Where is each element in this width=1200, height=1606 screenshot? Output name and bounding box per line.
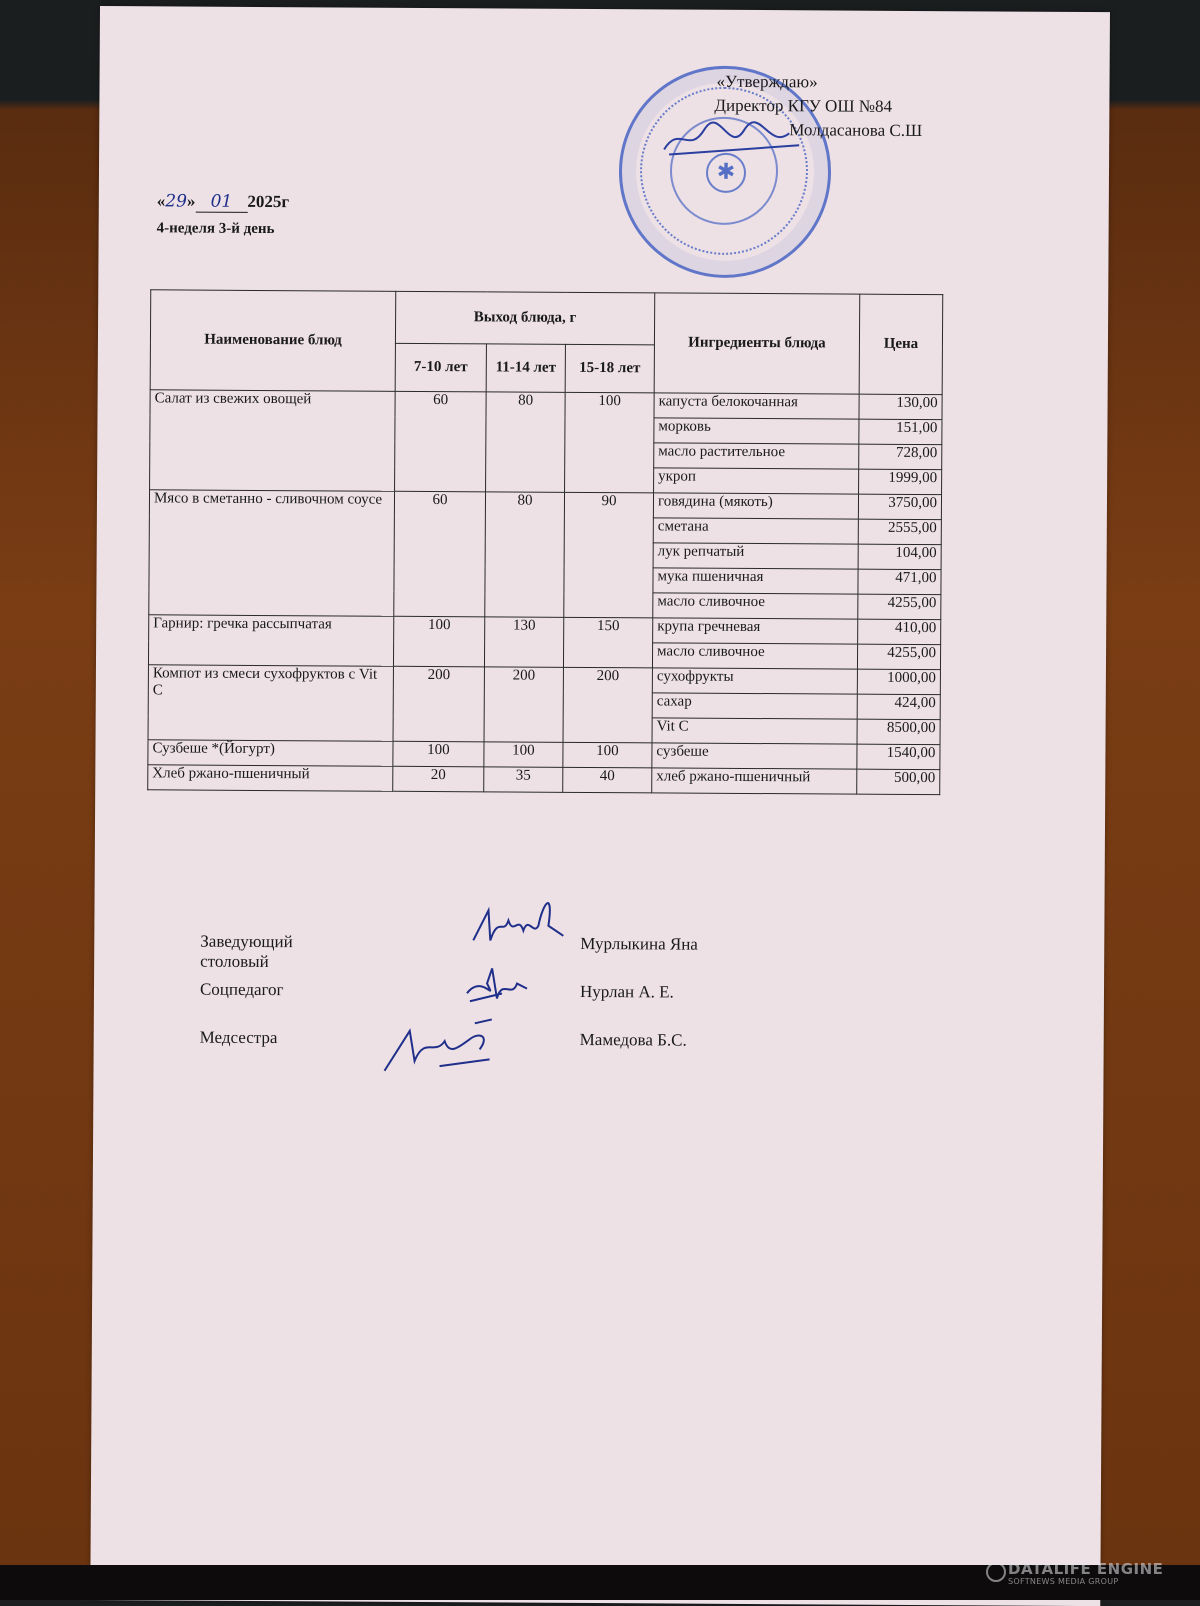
dish-name-cell: Компот из смеси сухофруктов с Vit C <box>148 665 393 741</box>
signature-role: Медсестра <box>200 1028 278 1048</box>
dish-name-cell: Сузбеше *(Йогурт) <box>148 740 393 766</box>
week-day-label: 4-неделя 3-й день <box>157 220 275 238</box>
price-cell: 1000,00 <box>857 669 940 695</box>
ingredient-cell: сахар <box>652 693 857 719</box>
handwritten-signature-icon <box>379 1011 509 1082</box>
ingredient-cell: укроп <box>654 468 859 494</box>
yield-cell: 150 <box>563 617 652 668</box>
date-year: 2025г <box>247 192 289 211</box>
price-cell: 1540,00 <box>857 744 940 770</box>
price-cell: 4255,00 <box>858 594 941 620</box>
yield-cell: 40 <box>563 767 652 793</box>
yield-cell: 20 <box>393 766 484 792</box>
yield-cell: 90 <box>564 492 654 618</box>
price-cell: 151,00 <box>859 419 942 445</box>
signature-role: Заведующий столовый <box>200 932 293 973</box>
handwritten-signature-icon <box>462 963 542 1013</box>
ingredient-cell: мука пшеничная <box>653 568 858 594</box>
ingredient-cell: масло сливочное <box>653 593 858 619</box>
date-quote-open: « <box>157 191 166 210</box>
header-price: Цена <box>859 294 943 395</box>
price-cell: 410,00 <box>858 619 941 645</box>
emblem-icon: ✱ <box>706 153 746 193</box>
yield-cell: 100 <box>563 742 652 768</box>
price-cell: 2555,00 <box>858 519 941 545</box>
header-yield-group: Выход блюда, г <box>395 291 654 345</box>
approval-position: Директор КГУ ОШ №84 <box>704 94 922 119</box>
price-cell: 471,00 <box>858 569 941 595</box>
yield-cell: 100 <box>393 741 484 767</box>
yield-cell: 60 <box>394 491 486 617</box>
yield-cell: 200 <box>393 666 484 742</box>
price-cell: 1999,00 <box>859 469 942 495</box>
watermark <box>1008 1560 1163 1586</box>
header-age-11-14: 11-14 лет <box>486 344 565 392</box>
yield-cell: 200 <box>563 667 652 743</box>
dish-name-cell: Мясо в сметанно - сливочном соусе <box>149 490 395 616</box>
date-quote-close: » <box>187 192 196 211</box>
table-row <box>150 390 942 420</box>
header-age-15-18: 15-18 лет <box>565 344 654 393</box>
date-day: 29 <box>165 191 187 211</box>
ingredient-cell: капуста белокочанная <box>654 393 859 419</box>
date-month: 01 <box>211 192 233 212</box>
price-cell: 8500,00 <box>857 719 940 745</box>
ingredient-cell: масло сливочное <box>652 643 857 669</box>
yield-cell: 130 <box>484 617 563 667</box>
yield-cell: 35 <box>484 767 563 792</box>
ingredient-cell: сузбеше <box>652 743 857 769</box>
ingredient-cell: крупа гречневая <box>653 618 858 644</box>
ingredient-cell: говядина (мякоть) <box>653 493 858 519</box>
ingredient-cell: Vit C <box>652 718 857 744</box>
dish-name-cell: Салат из свежих овощей <box>150 390 396 491</box>
price-cell: 728,00 <box>859 444 942 470</box>
approval-director-name: Молдасанова С.Ш <box>704 118 922 143</box>
header-ingredients: Ингредиенты блюда <box>654 293 860 394</box>
table-row <box>148 765 940 795</box>
ingredient-cell: масло растительное <box>654 443 859 469</box>
yield-cell: 60 <box>395 391 487 492</box>
watermark-title: DATALIFE ENGINE <box>1008 1560 1163 1578</box>
signature-person: Мурлыкина Яна <box>580 934 698 955</box>
yield-cell: 100 <box>565 392 655 493</box>
ingredient-cell: сухофрукты <box>652 668 857 694</box>
price-cell: 3750,00 <box>858 494 941 520</box>
signatures-block <box>199 932 200 1076</box>
price-cell: 424,00 <box>857 694 940 720</box>
header-dish-name: Наименование блюд <box>150 290 396 391</box>
menu-table <box>147 289 943 795</box>
dish-name-cell: Хлеб ржано-пшеничный <box>148 765 393 791</box>
approval-block <box>704 70 922 143</box>
yield-cell: 80 <box>485 492 565 617</box>
ingredient-cell: хлеб ржано-пшеничный <box>652 768 857 794</box>
yield-cell: 100 <box>484 742 563 767</box>
yield-cell: 200 <box>484 667 563 742</box>
price-cell: 130,00 <box>859 394 942 420</box>
ingredient-cell: лук репчатый <box>653 543 858 569</box>
ingredient-cell: морковь <box>654 418 859 444</box>
price-cell: 500,00 <box>857 769 940 795</box>
table-row <box>148 665 940 695</box>
yield-cell: 100 <box>393 616 484 667</box>
price-cell: 4255,00 <box>857 644 940 670</box>
table-row <box>149 615 941 645</box>
signature-person: Нурлан А. Е. <box>580 982 674 1003</box>
signature-person: Мамедова Б.С. <box>580 1030 687 1051</box>
menu-table-body <box>148 390 942 795</box>
approval-title: «Утверждаю» <box>704 70 922 95</box>
header-age-7-10: 7-10 лет <box>395 343 486 392</box>
table-row <box>149 490 941 520</box>
price-cell: 104,00 <box>858 544 941 570</box>
yield-cell: 80 <box>486 392 566 492</box>
dish-name-cell: Гарнир: гречка рассыпчатая <box>148 615 393 666</box>
watermark-subtitle: SOFTNEWS MEDIA GROUP <box>1008 1577 1163 1586</box>
handwritten-signature-icon <box>468 895 568 956</box>
watermark-logo-icon <box>986 1562 1006 1582</box>
ingredient-cell: сметана <box>653 518 858 544</box>
signature-role: Соцпедагог <box>200 980 284 1001</box>
document-page <box>90 6 1110 1606</box>
document-date <box>157 191 290 213</box>
